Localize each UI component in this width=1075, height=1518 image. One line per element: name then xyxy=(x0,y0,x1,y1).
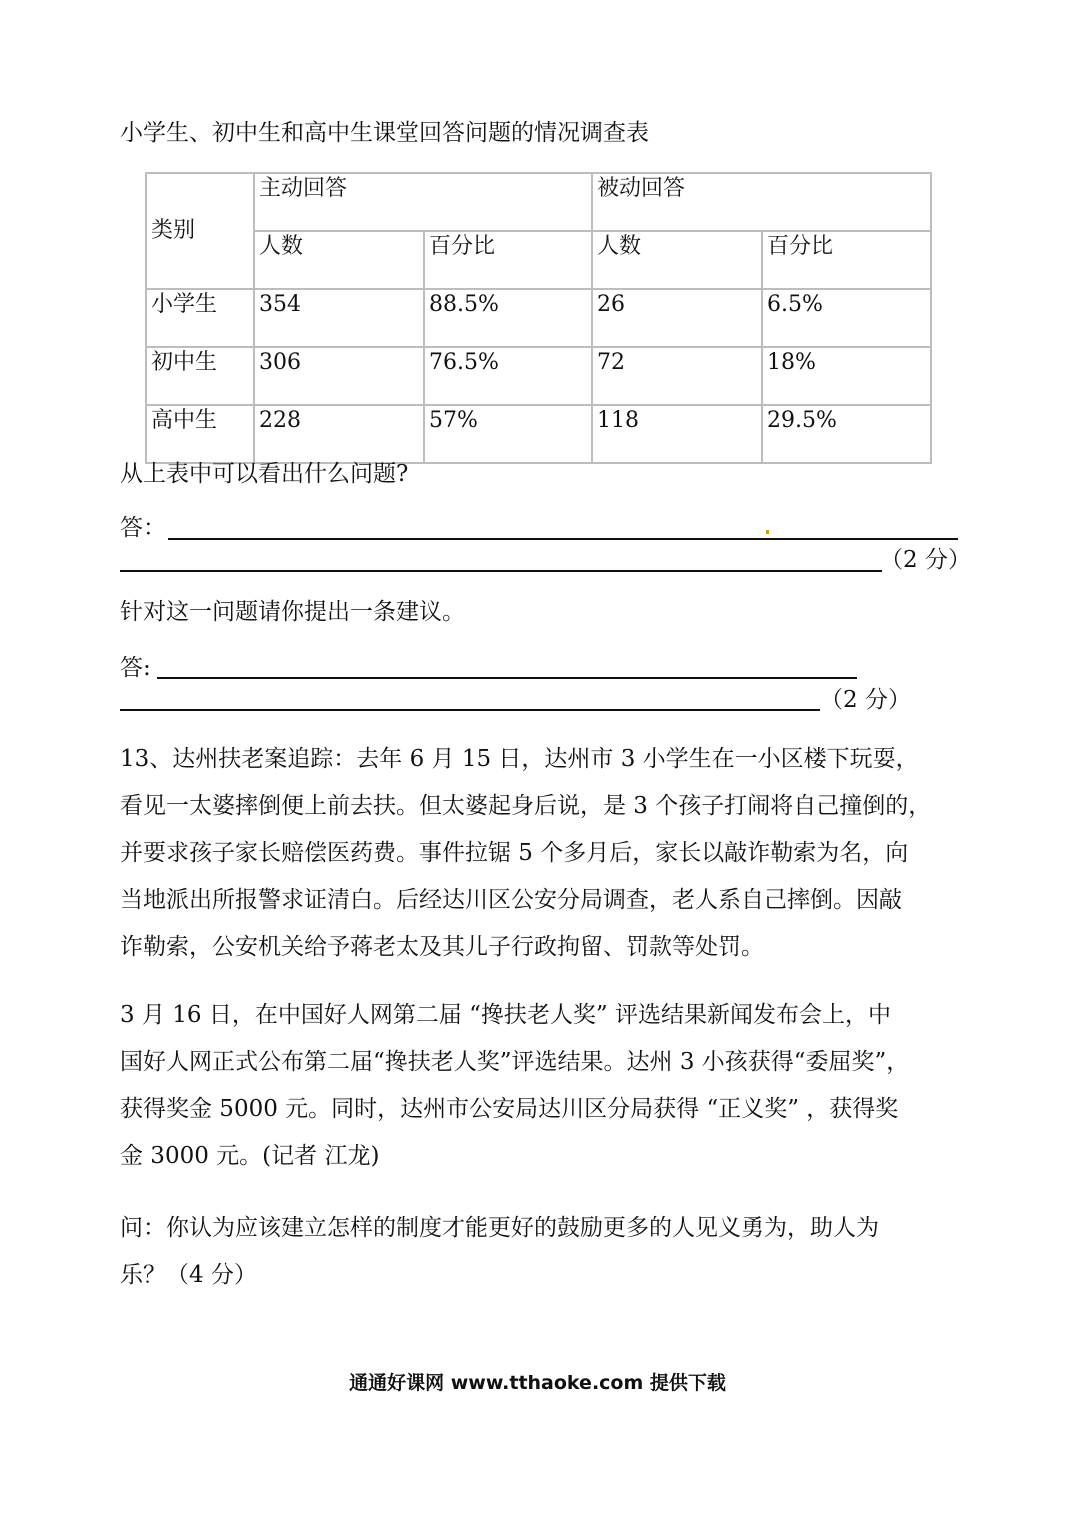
q2-answer-line-2[interactable] xyxy=(120,709,820,711)
paragraph-line: 乐？（4 分） xyxy=(120,1262,257,1288)
paragraph-line: 诈勒索，公安机关给予蒋老太及其儿子行政拘留、罚款等处罚。 xyxy=(120,934,764,960)
table-cell: 72 xyxy=(592,347,762,405)
paragraph-line: 13、达州扶老案追踪：去年 6 月 15 日，达州市 3 小学生在一小区楼下玩耍， xyxy=(120,746,919,772)
table-cell: 306 xyxy=(254,347,424,405)
row-label: 初中生 xyxy=(146,347,254,405)
q2-answer-label: 答: xyxy=(120,655,151,681)
subheader-active-percent: 百分比 xyxy=(424,231,592,289)
table-cell: 354 xyxy=(254,289,424,347)
q1-answer-line-2[interactable] xyxy=(120,570,882,572)
paragraph-line: 当地派出所报警求证清白。后经达川区公安分局调查，老人系自己摔倒。因敲 xyxy=(120,887,902,913)
table-subheader-row xyxy=(146,231,931,289)
subheader-active-count: 人数 xyxy=(254,231,424,289)
table-cell: 26 xyxy=(592,289,762,347)
paragraph-line: 看见一太婆摔倒便上前去扶。但太婆起身后说，是 3 个孩子打闹将自己撞倒的， xyxy=(120,793,932,819)
survey-table xyxy=(145,172,932,464)
subheader-passive-count: 人数 xyxy=(592,231,762,289)
q2-answer-line-1[interactable] xyxy=(157,677,857,679)
table-cell: 6.5% xyxy=(762,289,931,347)
paragraph-line: 3 月 16 日，在中国好人网第二届 “搀扶老人奖” 评选结果新闻发布会上，中 xyxy=(120,1002,891,1028)
paragraph-line: 国好人网正式公布第二届“搀扶老人奖”评选结果。达州 3 小孩获得“委屈奖”， xyxy=(120,1049,910,1075)
paragraph-line: 并要求孩子家长赔偿医药费。事件拉锯 5 个多月后，家长以敲诈勒索为名，向 xyxy=(120,840,909,866)
row-label: 高中生 xyxy=(146,405,254,463)
q1-answer-line-1[interactable] xyxy=(168,538,958,540)
paragraph-line: 金 3000 元。(记者 江龙) xyxy=(120,1143,380,1169)
news-paragraph xyxy=(120,992,960,1180)
subheader-passive-percent: 百分比 xyxy=(762,231,931,289)
category-header: 类别 xyxy=(146,173,254,289)
q2-score: （2 分） xyxy=(820,687,911,713)
table-cell: 18% xyxy=(762,347,931,405)
footer-source: 通通好课网 www.tthaoke.com 提供下载 xyxy=(349,1372,726,1394)
table-row xyxy=(146,405,931,463)
q2-question: 针对这一问题请你提出一条建议。 xyxy=(120,599,465,625)
final-question xyxy=(120,1205,960,1299)
table-row xyxy=(146,289,931,347)
paragraph-line: 问：你认为应该建立怎样的制度才能更好的鼓励更多的人见义勇为，助人为 xyxy=(120,1215,879,1241)
table-header-row xyxy=(146,173,931,231)
table-cell: 118 xyxy=(592,405,762,463)
group-header-active: 主动回答 xyxy=(254,173,592,231)
table-cell: 88.5% xyxy=(424,289,592,347)
paragraph-line: 获得奖金 5000 元。同时，达州市公安局达川区分局获得 “正义奖” ，获得奖 xyxy=(120,1096,899,1122)
ink-mark xyxy=(766,530,769,534)
q13-paragraph xyxy=(120,736,960,971)
q1-score: （2 分） xyxy=(880,547,971,573)
table-cell: 76.5% xyxy=(424,347,592,405)
table-row xyxy=(146,347,931,405)
table-cell: 228 xyxy=(254,405,424,463)
q1-question: 从上表中可以看出什么问题? xyxy=(120,461,409,487)
table-cell: 29.5% xyxy=(762,405,931,463)
group-header-passive: 被动回答 xyxy=(592,173,931,231)
row-label: 小学生 xyxy=(146,289,254,347)
q1-answer-label: 答： xyxy=(120,515,166,541)
table-cell: 57% xyxy=(424,405,592,463)
table-caption: 小学生、初中生和高中生课堂回答问题的情况调查表 xyxy=(120,120,649,146)
